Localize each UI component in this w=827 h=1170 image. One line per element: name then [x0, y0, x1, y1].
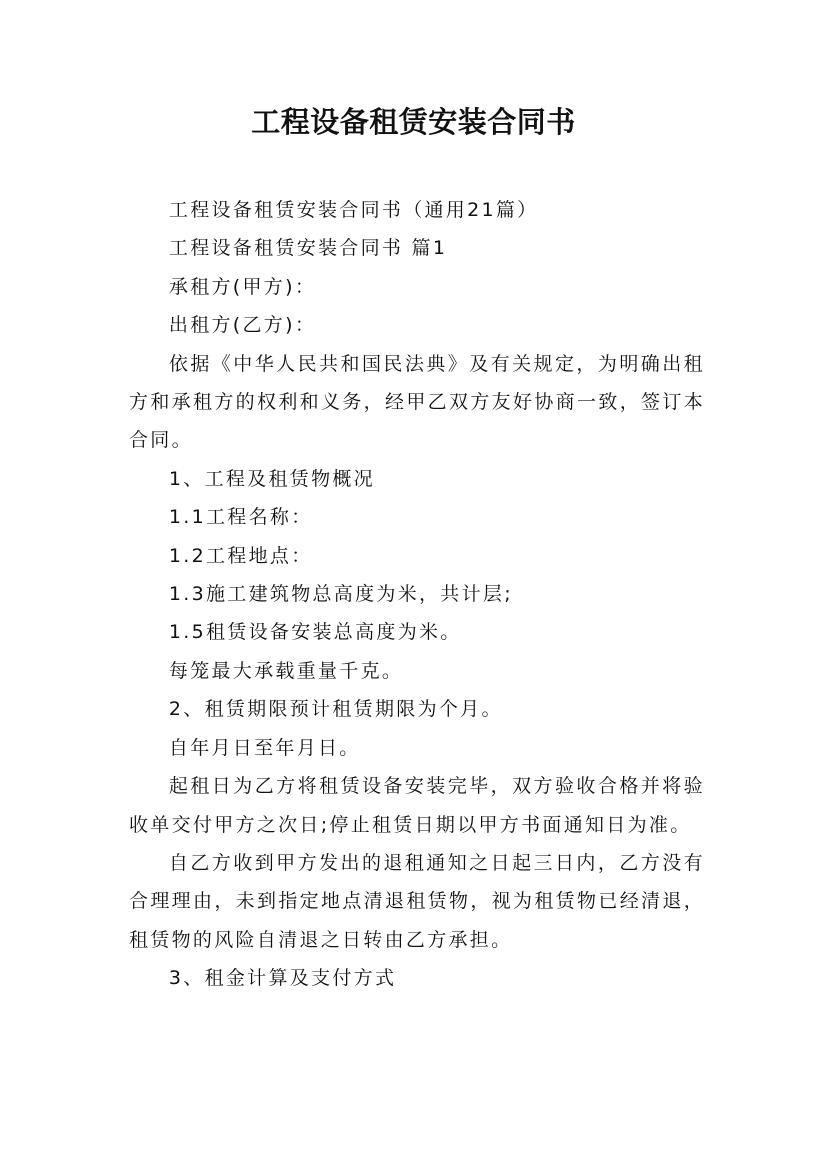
paragraph-return-terms: 自乙方收到甲方发出的退租通知之日起三日内，乙方没有合理理由，未到指定地点清退租赁物，视为租赁物已经清退，租赁物的风险自清退之日转由乙方承担。 [129, 851, 705, 951]
paragraph-lessee: 承租方(甲方)： [168, 275, 317, 298]
paragraph-lessor: 出租方(乙方)： [168, 314, 317, 337]
paragraph-preamble: 依据《中华人民共和国民法典》及有关规定，为明确出租方和承租方的权利和义务，经甲乙双方友好协商一致，签订本合同。 [129, 352, 705, 452]
paragraph-clause-1: 1、工程及租赁物概况 [168, 467, 375, 490]
paragraph-start-date: 起租日为乙方将租赁设备安装完毕，双方验收合格并将验收单交付甲方之次日;停止租赁日期以甲方书面通知日为准。 [129, 775, 705, 836]
paragraph-date-range: 自年月日至年月日。 [168, 736, 361, 759]
paragraph-clause-1-2: 1.2工程地点： [168, 544, 313, 567]
paragraph-clause-3: 3、租金计算及支付方式 [168, 967, 397, 990]
paragraph-clause-1-1: 1.1工程名称： [168, 506, 313, 529]
paragraph-max-load: 每笼最大承载重量千克。 [168, 659, 404, 682]
paragraph-section-heading: 工程设备租赁安装合同书 篇1 [168, 237, 448, 260]
document-body [129, 191, 705, 998]
document-title: 工程设备租赁安装合同书 [251, 105, 576, 139]
paragraph-clause-1-5: 1.5租赁设备安装总高度为米。 [168, 621, 462, 644]
paragraph-clause-2: 2、租赁期限预计租赁期限为个月。 [168, 698, 503, 721]
paragraph-subtitle: 工程设备租赁安装合同书（通用21篇） [168, 199, 539, 221]
paragraph-clause-1-3: 1.3施工建筑物总高度为米，共计层; [168, 583, 513, 606]
